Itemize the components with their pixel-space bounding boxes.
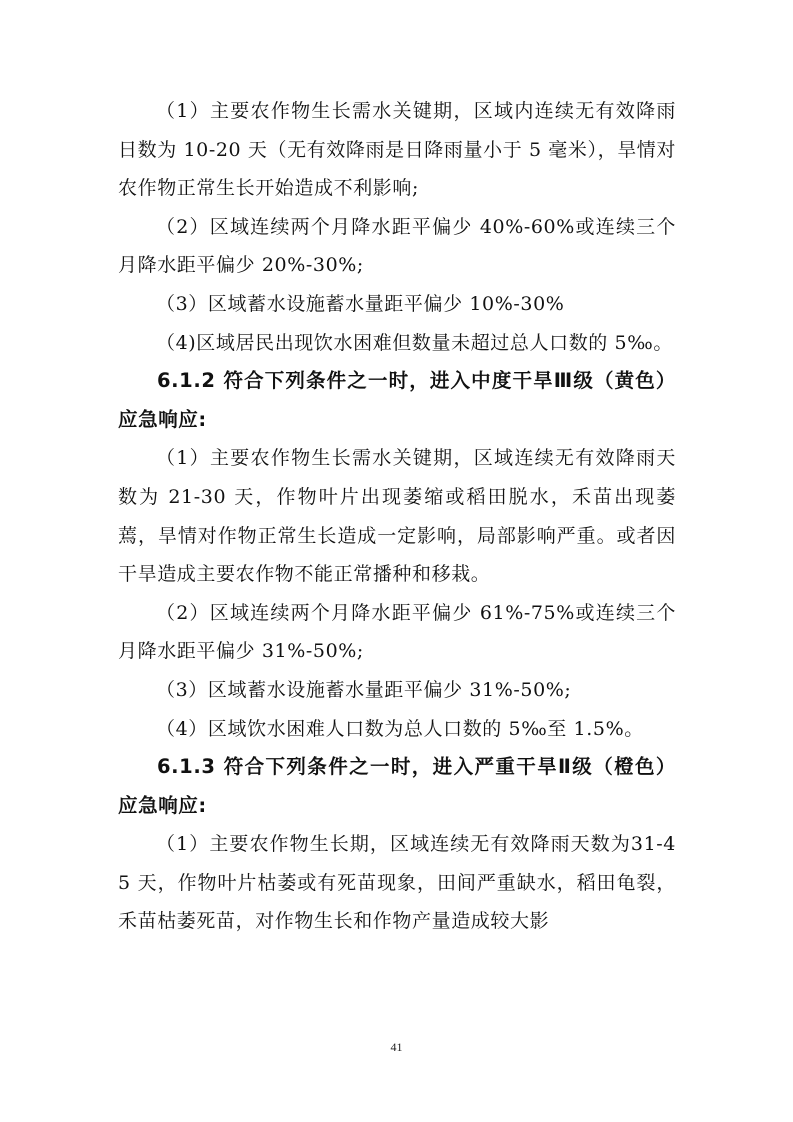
document-body xyxy=(118,92,676,941)
paragraph-moderate-drought-storage: （3）区域蓄水设施蓄水量距平偏少 31%-50%; xyxy=(156,678,572,701)
paragraph-light-drought-drinking-water: （4)区域居民出现饮水困难但数量未超过总人口数的 5‰。 xyxy=(156,331,673,354)
section-heading-6-1-3: 6.1.3 符合下列条件之一时，进入严重干旱Ⅱ级（橙色）应急响应: xyxy=(118,755,676,817)
paragraph-moderate-drought-drinking-water: （4）区域饮水困难人口数为总人口数的 5‰至 1.5%。 xyxy=(156,717,644,740)
paragraph-moderate-drought-precipitation: （2）区域连续两个月降水距平偏少 61%-75%或连续三个月降水距平偏少 31%-50%; xyxy=(118,601,676,663)
paragraph-moderate-drought-crop: （1）主要农作物生长需水关键期，区域连续无有效降雨天数为 21-30 天，作物叶片出现萎缩或稻田脱水，禾苗出现萎蔫，旱情对作物正常生长造成一定影响，局部影响严重。或者因干旱造成主要农作物不能正常播种和移栽。 xyxy=(118,447,676,586)
paragraph-severe-drought-crop: （1）主要农作物生长期，区域连续无有效降雨天数为31-45 天，作物叶片枯萎或有死苗现象，田间严重缺水，稻田龟裂，禾苗枯萎死苗，对作物生长和作物产量造成较大影 xyxy=(118,833,676,933)
paragraph-light-drought-precipitation: （2）区域连续两个月降水距平偏少 40%-60%或连续三个月降水距平偏少 20%-30%; xyxy=(118,215,676,277)
section-heading-6-1-2: 6.1.2 符合下列条件之一时，进入中度干旱Ⅲ级（黄色）应急响应: xyxy=(118,369,676,431)
paragraph-light-drought-crop: （1）主要农作物生长需水关键期，区域内连续无有效降雨日数为 10-20 天（无有效降雨是日降雨量小于 5 毫米），旱情对农作物正常生长开始造成不利影响; xyxy=(118,100,676,200)
page-number: 41 xyxy=(390,1040,403,1054)
paragraph-light-drought-storage: （3）区域蓄水设施蓄水量距平偏少 10%-30% xyxy=(156,292,565,315)
